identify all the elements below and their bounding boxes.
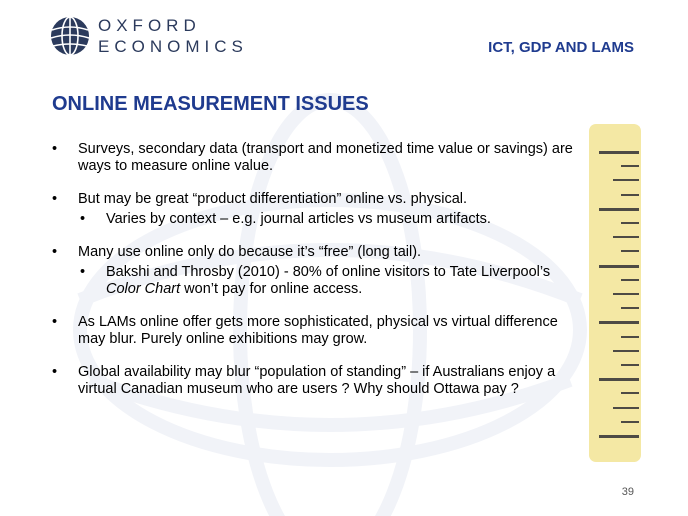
page-number: 39 — [621, 486, 634, 498]
ruler-tick — [599, 378, 639, 381]
slide-title: ONLINE MEASUREMENT ISSUES — [52, 93, 369, 115]
sub-bullet-marker: • — [80, 264, 86, 280]
bullet-item — [52, 244, 574, 261]
ruler-tick — [613, 179, 639, 181]
ruler-tick — [621, 336, 639, 338]
sub-bullet-marker: • — [80, 211, 86, 227]
ruler-tick — [599, 321, 639, 324]
ruler-tick — [621, 307, 639, 309]
ruler-tick — [599, 265, 639, 268]
ruler-tick — [621, 194, 639, 196]
ruler-tick — [621, 421, 639, 423]
logo-text-line1: OXFORD — [98, 16, 201, 35]
bullet-text: Many use online only do because it’s “free” (long tail). — [78, 244, 422, 260]
ruler-tick — [621, 222, 639, 224]
ruler-tick — [621, 165, 639, 167]
company-logo — [50, 14, 248, 60]
bullet-item — [52, 314, 574, 348]
ruler-tick — [599, 208, 639, 211]
sub-bullet-item — [52, 211, 574, 228]
ruler-tick — [621, 392, 639, 394]
bullet-marker: • — [52, 364, 58, 380]
logo-text-line2: ECONOMICS — [98, 37, 248, 56]
bullet-item — [52, 191, 574, 208]
bullet-text: But may be great “product differentiation” online vs. physical. — [78, 191, 468, 207]
ruler-tick — [613, 407, 639, 409]
ruler-tick — [613, 293, 639, 295]
ruler-tick — [613, 236, 639, 238]
bullet-text: Varies by context – e.g. journal articles vs museum artifacts. — [106, 211, 491, 227]
bullet-marker: • — [52, 141, 58, 157]
bullet-text: Surveys, secondary data (transport and monetized time value or savings) are ways to measure online value. — [78, 141, 573, 174]
ruler-tick — [613, 350, 639, 352]
ruler-tick — [621, 250, 639, 252]
bullet-item — [52, 364, 574, 398]
bullet-text: Global availability may blur “population of standing” – if Australians enjoy a virtual Canadian museum who are users ? Why should Ottawa pay ? — [78, 364, 556, 397]
bullet-list — [52, 141, 574, 398]
bullet-text-italic: Color Chart — [106, 281, 181, 297]
bullet-text-before: Bakshi and Throsby (2010) - 80% of online visitors to Tate Liverpool’s — [106, 264, 551, 280]
ruler-tick — [621, 279, 639, 281]
ruler-tick — [599, 151, 639, 154]
globe-icon — [50, 16, 90, 56]
section-title: ICT, GDP AND LAMS — [488, 39, 634, 56]
bullet-item — [52, 141, 574, 175]
bullet-marker: • — [52, 314, 58, 330]
bullet-marker: • — [52, 191, 58, 207]
ruler-tick — [621, 364, 639, 366]
bullet-marker: • — [52, 244, 58, 260]
ruler-tick — [599, 435, 639, 438]
sub-bullet-item — [52, 264, 574, 298]
bullet-text-after: won’t pay for online access. — [180, 281, 363, 297]
ruler-icon — [589, 124, 641, 462]
bullet-text: As LAMs online offer gets more sophisticated, physical vs virtual difference may blur. Purely online exhibitions may grow. — [78, 314, 558, 347]
